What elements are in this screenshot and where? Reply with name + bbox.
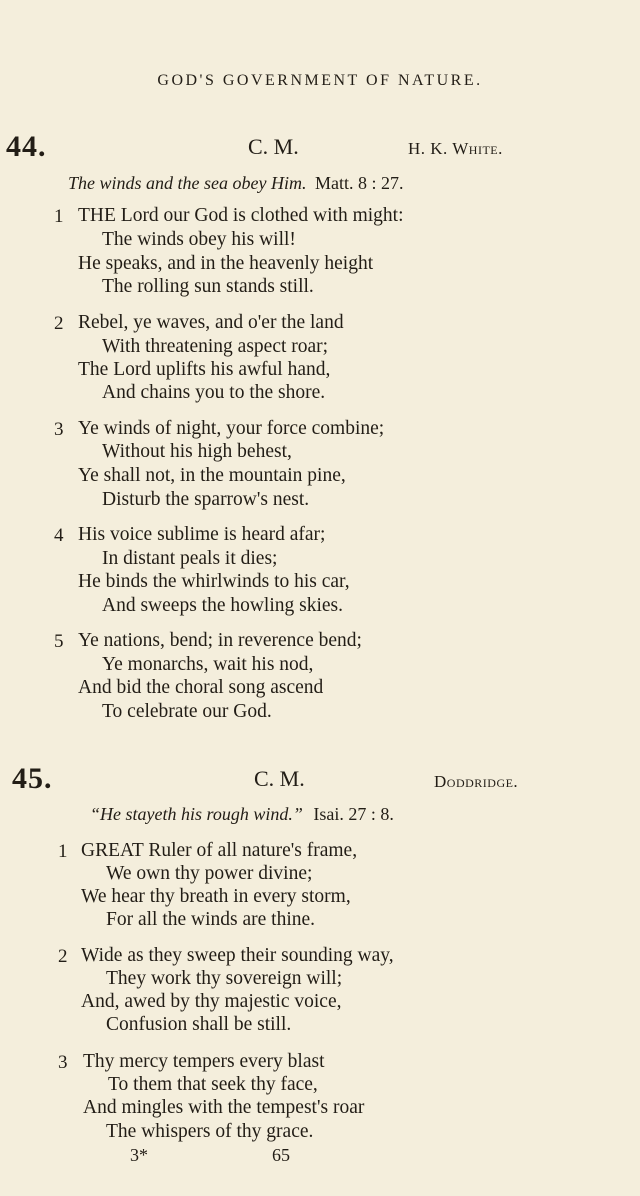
- verse-line: He speaks, and in the heavenly height: [78, 253, 374, 274]
- epigraph-reference: Matt. 8 : 27.: [314, 173, 404, 193]
- verse-number: 1: [54, 206, 64, 227]
- verse-line: THE Lord our God is clothed with might:: [78, 205, 404, 226]
- verse-line: To them that seek thy face,: [108, 1074, 318, 1095]
- hymn-meter: C. M.: [254, 766, 305, 791]
- epigraph-text: The winds and the sea obey Him.: [68, 173, 307, 193]
- verse-line: In distant peals it dies;: [102, 548, 278, 569]
- hymn-meter: C. M.: [248, 134, 299, 159]
- verse-line: Ye nations, bend; in reverence bend;: [78, 630, 362, 651]
- verse-line: And mingles with the tempest's roar: [83, 1097, 365, 1118]
- verse-line: He binds the whirlwinds to his car,: [78, 571, 350, 592]
- verse-line: And, awed by thy majestic voice,: [81, 991, 342, 1012]
- page-number: 65: [272, 1145, 290, 1165]
- verse-line: The rolling sun stands still.: [102, 276, 314, 297]
- verse-number: 2: [58, 946, 68, 967]
- verse-number: 1: [58, 841, 68, 862]
- verse-line: Ye shall not, in the mountain pine,: [78, 465, 346, 486]
- verse-number: 3: [58, 1052, 68, 1073]
- epigraph-reference: Isai. 27 : 8.: [313, 804, 394, 824]
- hymn-author: Doddridge.: [434, 772, 519, 791]
- hymn-number: 45.: [12, 762, 53, 795]
- verse-line: Rebel, ye waves, and o'er the land: [78, 312, 344, 333]
- verse-line: Ye monarchs, wait his nod,: [102, 654, 314, 675]
- running-head: GOD'S GOVERNMENT OF NATURE.: [157, 72, 483, 89]
- verse-line: Without his high behest,: [102, 441, 292, 462]
- verse-number: 4: [54, 525, 64, 546]
- verse-line: The winds obey his will!: [102, 229, 296, 250]
- signature-mark: 3*: [130, 1145, 148, 1165]
- epigraph-text: “He stayeth his rough wind.”: [90, 804, 303, 824]
- verse-line: We own thy power divine;: [106, 863, 313, 884]
- hymn-epigraph: [68, 173, 403, 194]
- verse-line: And sweeps the howling skies.: [102, 595, 344, 616]
- verse-line: GREAT Ruler of all nature's frame,: [81, 840, 358, 861]
- verse-line: Confusion shall be still.: [106, 1014, 292, 1035]
- hymn-epigraph: [90, 804, 394, 825]
- hymn-author: H. K. White.: [408, 139, 503, 158]
- verse-line: Wide as they sweep their sounding way,: [81, 945, 394, 966]
- verse-number: 3: [54, 419, 64, 440]
- verse-number: 5: [54, 631, 64, 652]
- verse-line: With threatening aspect roar;: [102, 336, 329, 357]
- verse-line: For all the winds are thine.: [106, 909, 316, 930]
- verse-line: They work thy sovereign will;: [106, 968, 343, 989]
- verse-line: Disturb the sparrow's nest.: [102, 489, 310, 510]
- verse-line: The whispers of thy grace.: [106, 1121, 314, 1142]
- verse-line: And chains you to the shore.: [102, 382, 326, 403]
- verse-line: Ye winds of night, your force combine;: [78, 418, 385, 439]
- hymn-number: 44.: [6, 130, 47, 163]
- verse-line: The Lord uplifts his awful hand,: [78, 359, 331, 380]
- verse-line: To celebrate our God.: [102, 701, 272, 722]
- verse-line: His voice sublime is heard afar;: [78, 524, 326, 545]
- verse-line: And bid the choral song ascend: [78, 677, 324, 698]
- verse-line: We hear thy breath in every storm,: [81, 886, 351, 907]
- verse-number: 2: [54, 313, 64, 334]
- verse-line: Thy mercy tempers every blast: [83, 1051, 325, 1072]
